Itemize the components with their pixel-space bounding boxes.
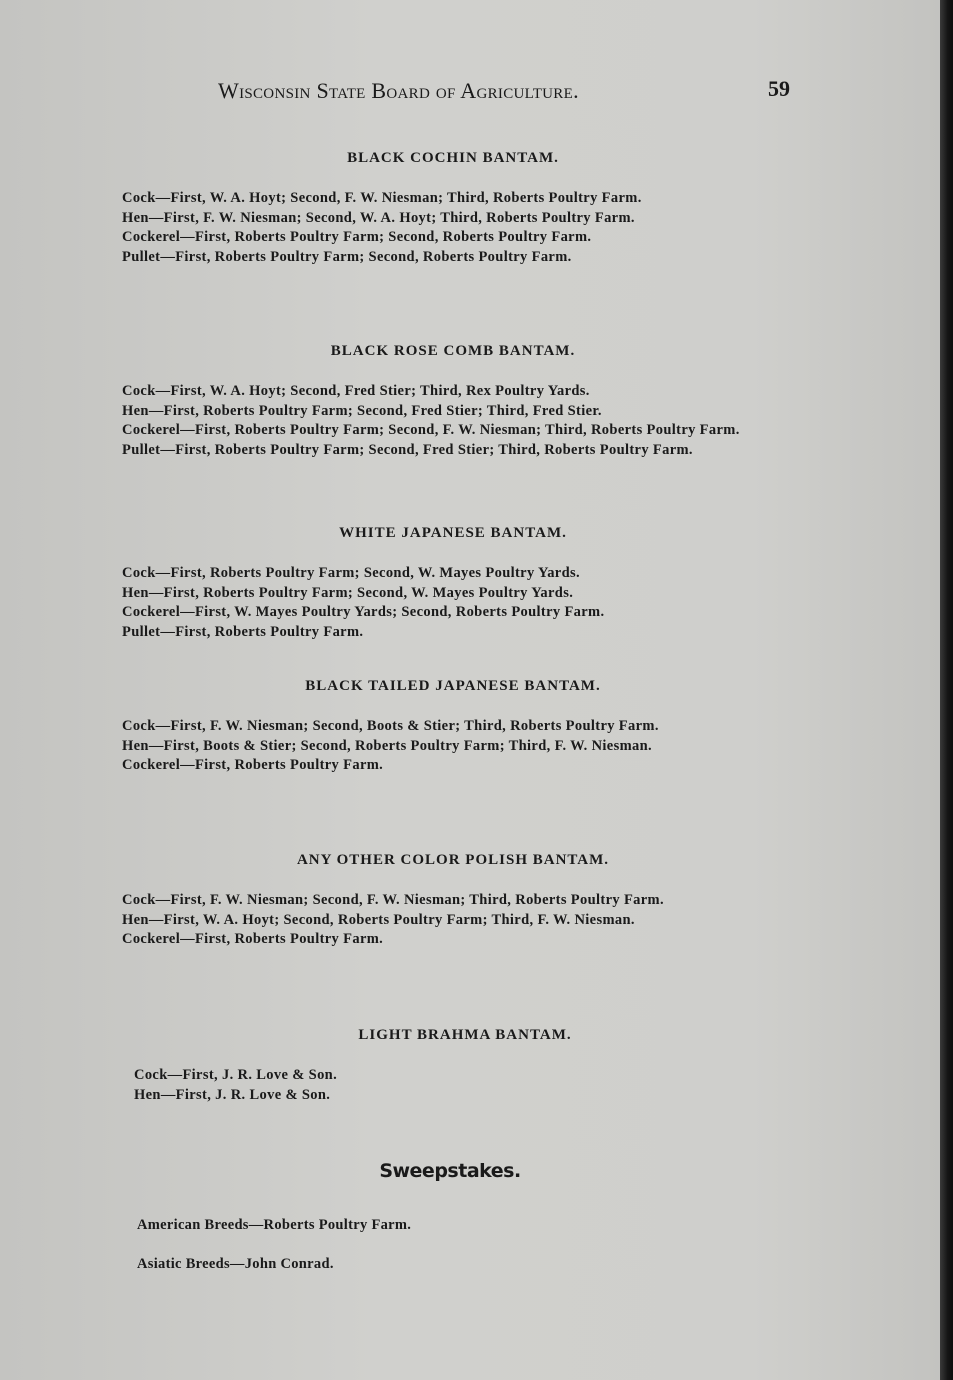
award-entry: Cockerel—First, Roberts Poultry Farm; Second, Roberts Poultry Farm. — [122, 229, 592, 245]
award-entry: Cockerel—First, W. Mayes Poultry Yards; Second, Roberts Poultry Farm. — [122, 604, 605, 620]
award-entry: Pullet—First, Roberts Poultry Farm; Second, Roberts Poultry Farm. — [122, 248, 572, 265]
section-black-tailed-japanese-bantam — [108, 678, 798, 776]
header-title: Wisconsin State Board of Agriculture. — [218, 78, 579, 103]
section-title: WHITE JAPANESE BANTAM. — [339, 525, 567, 541]
section-white-japanese-bantam — [108, 525, 798, 642]
award-entry: Cock—First, W. A. Hoyt; Second, F. W. Niesman; Third, Roberts Poultry Farm. — [122, 190, 642, 206]
award-entry: Hen—First, F. W. Niesman; Second, W. A. Hoyt; Third, Roberts Poultry Farm. — [122, 209, 635, 226]
award-entry: Cock—First, F. W. Niesman; Second, F. W. Niesman; Third, Roberts Poultry Farm. — [122, 892, 664, 908]
award-entry: Cock—First, J. R. Love & Son. — [134, 1067, 338, 1083]
award-entry: Hen—First, Roberts Poultry Farm; Second, Fred Stier; Third, Fred Stier. — [122, 402, 602, 419]
sweepstakes-item: American Breeds—Roberts Poultry Farm. — [137, 1217, 412, 1233]
section-title: ANY OTHER COLOR POLISH BANTAM. — [296, 852, 610, 868]
section-title: LIGHT BRAHMA BANTAM. — [358, 1027, 572, 1043]
award-entry: Cockerel—First, Roberts Poultry Farm; Second, F. W. Niesman; Third, Roberts Poultry Farm. — [122, 422, 740, 438]
running-header — [218, 76, 798, 106]
section-black-rose-comb-bantam — [108, 343, 798, 460]
award-entry: Pullet—First, Roberts Poultry Farm; Second, Fred Stier; Third, Roberts Poultry Farm. — [122, 441, 693, 458]
section-any-other-color-polish-bantam — [108, 852, 798, 950]
sweepstakes-heading: Sweepstakes. — [379, 1160, 521, 1182]
section-title: BLACK ROSE COMB BANTAM. — [330, 343, 576, 359]
award-entry: Cockerel—First, Roberts Poultry Farm. — [122, 757, 384, 773]
section-black-cochin-bantam — [108, 150, 798, 267]
award-entry: Cock—First, W. A. Hoyt; Second, Fred Stier; Third, Rex Poultry Yards. — [122, 383, 590, 399]
sweepstakes-item: Asiatic Breeds—John Conrad. — [137, 1256, 334, 1272]
award-entry: Hen—First, Roberts Poultry Farm; Second, W. Mayes Poultry Yards. — [122, 584, 574, 601]
section-light-brahma-bantam — [120, 1027, 810, 1105]
award-entry: Hen—First, Boots & Stier; Second, Roberts Poultry Farm; Third, F. W. Niesman. — [122, 737, 653, 754]
award-entry: Hen—First, J. R. Love & Son. — [134, 1086, 331, 1103]
page-edge-shadow — [940, 0, 953, 1380]
section-title: BLACK COCHIN BANTAM. — [347, 150, 559, 166]
page-number: 59 — [768, 76, 790, 101]
award-entry: Cockerel—First, Roberts Poultry Farm. — [122, 931, 384, 947]
award-entry: Cock—First, Roberts Poultry Farm; Second, W. Mayes Poultry Yards. — [122, 565, 580, 581]
award-entry: Pullet—First, Roberts Poultry Farm. — [122, 623, 364, 640]
award-entry: Hen—First, W. A. Hoyt; Second, Roberts Poultry Farm; Third, F. W. Niesman. — [122, 911, 635, 928]
section-title: BLACK TAILED JAPANESE BANTAM. — [305, 678, 601, 694]
award-entry: Cock—First, F. W. Niesman; Second, Boots & Stier; Third, Roberts Poultry Farm. — [122, 718, 659, 734]
